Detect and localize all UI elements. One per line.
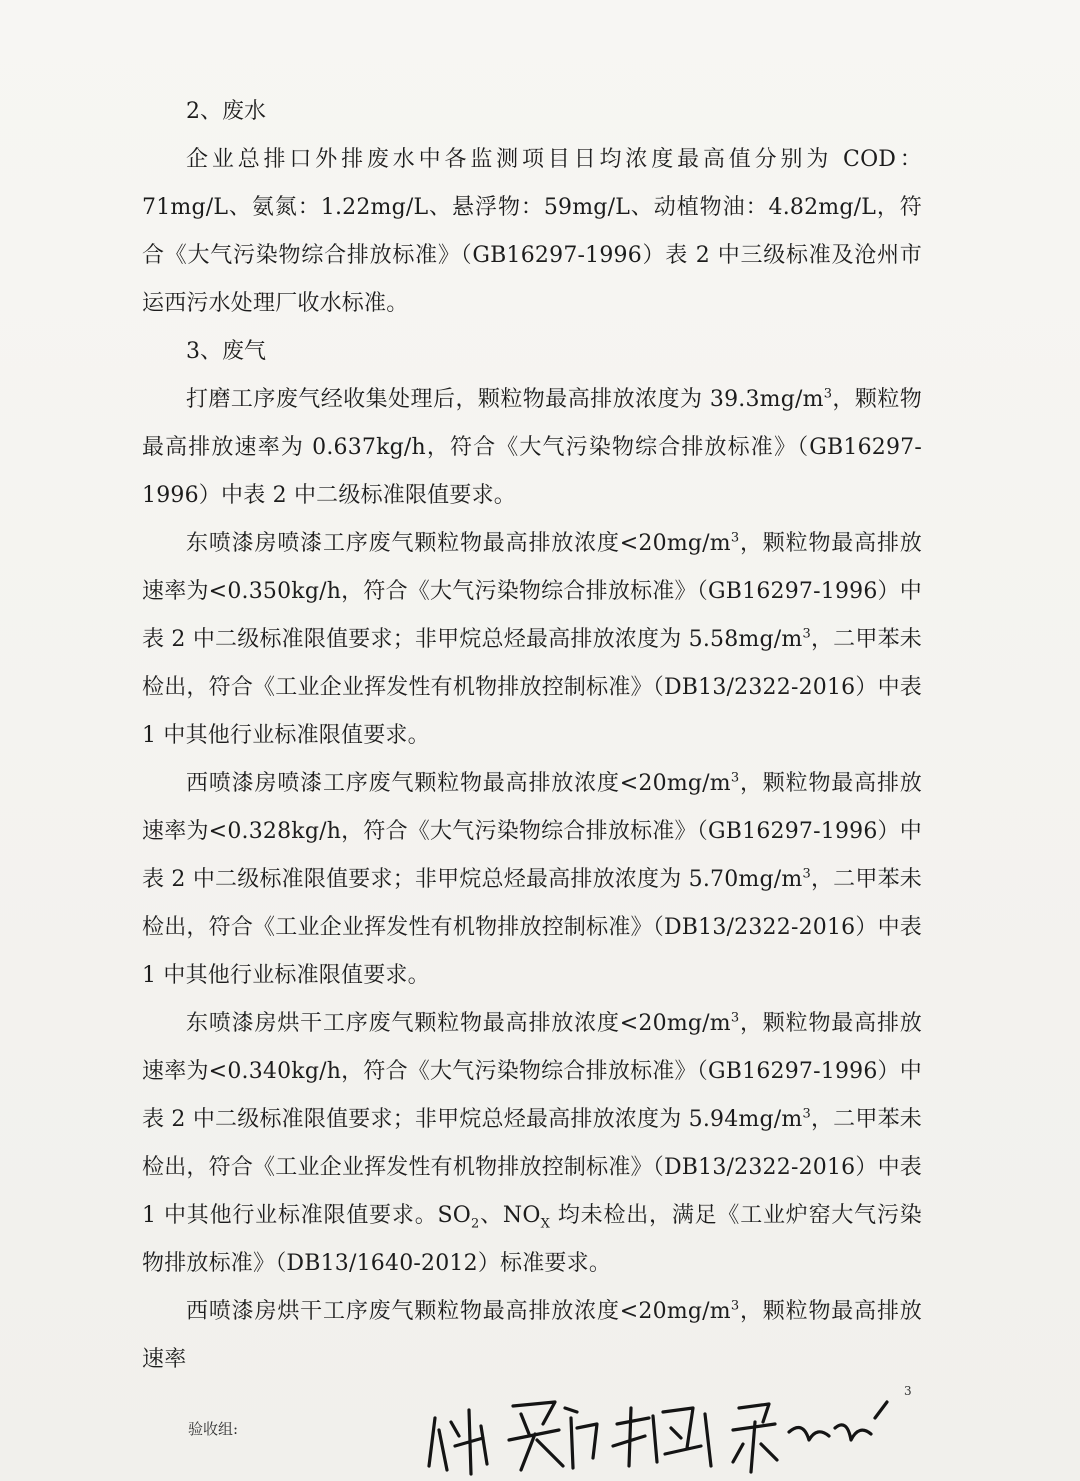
section-heading-wastewater: 2、废水 <box>186 99 266 124</box>
handwritten-signatures <box>425 1378 905 1478</box>
paragraph-east-drying: 东喷漆房烘干工序废气颗粒物最高排放浓度$<20mg/m^3$，颗粒物最高排放速率为<0.340kg/h，符合《大气污染物综合排放标准》（GB16297-1996）中表 2 中二级标准限值要求；非甲烷总烃最高排放浓度为 $5.94mg/m^3$，二甲苯未检出，符合《工业企业挥发性有机物排放控制标准》（DB13/2322-2016）中表 1 中其他行业标准限值要求。$SO_2$、$NO_X$ 均未检出，满足《工业炉窑大气污染物排放标准》（DB13/1640-2012）标准要求。 <box>142 1010 922 1276</box>
acceptance-group-label: 验收组: <box>188 1420 239 1438</box>
paragraph-west-drying: 西喷漆房烘干工序废气颗粒物最高排放浓度$<20mg/m^3$，颗粒物最高排放速率 <box>142 1298 922 1372</box>
paragraph-west-spray: 西喷漆房喷漆工序废气颗粒物最高排放浓度$<20mg/m^3$，颗粒物最高排放速率为<0.328kg/h，符合《大气污染物综合排放标准》（GB16297-1996）中表 2 中二级标准限值要求；非甲烷总烃最高排放浓度为 $5.70mg/m^3$，二甲苯未检出，符合《工业企业挥发性有机物排放控制标准》（DB13/2322-2016）中表 1 中其他行业标准限值要求。 <box>142 770 922 988</box>
paragraph-east-spray: 东喷漆房喷漆工序废气颗粒物最高排放浓度$<20mg/m^3$，颗粒物最高排放速率为<0.350kg/h，符合《大气污染物综合排放标准》（GB16297-1996）中表 2 中二级标准限值要求；非甲烷总烃最高排放浓度为 $5.58mg/m^3$，二甲苯未检出，符合《工业企业挥发性有机物排放控制标准》（DB13/2322-2016）中表 1 中其他行业标准限值要求。 <box>142 530 922 748</box>
paragraph-grinding: 打磨工序废气经收集处理后，颗粒物最高排放浓度为 $39.3mg/m^3$，颗粒物最高排放速率为 0.637kg/h，符合《大气污染物综合排放标准》（GB16297-1996）中表 2 中二级标准限值要求。 <box>142 386 922 508</box>
section-heading-exhaust-gas: 3、废气 <box>186 339 266 364</box>
document-body <box>142 88 922 1384</box>
page-number: 3 <box>904 1384 912 1398</box>
paragraph-wastewater: 企业总排口外排废水中各监测项目日均浓度最高值分别为 COD：71mg/L、氨氮：1.22mg/L、悬浮物：59mg/L、动植物油：4.82mg/L，符合《大气污染物综合排放标准》（GB16297-1996）表 2 中三级标准及沧州市运西污水处理厂收水标准。 <box>142 147 922 316</box>
